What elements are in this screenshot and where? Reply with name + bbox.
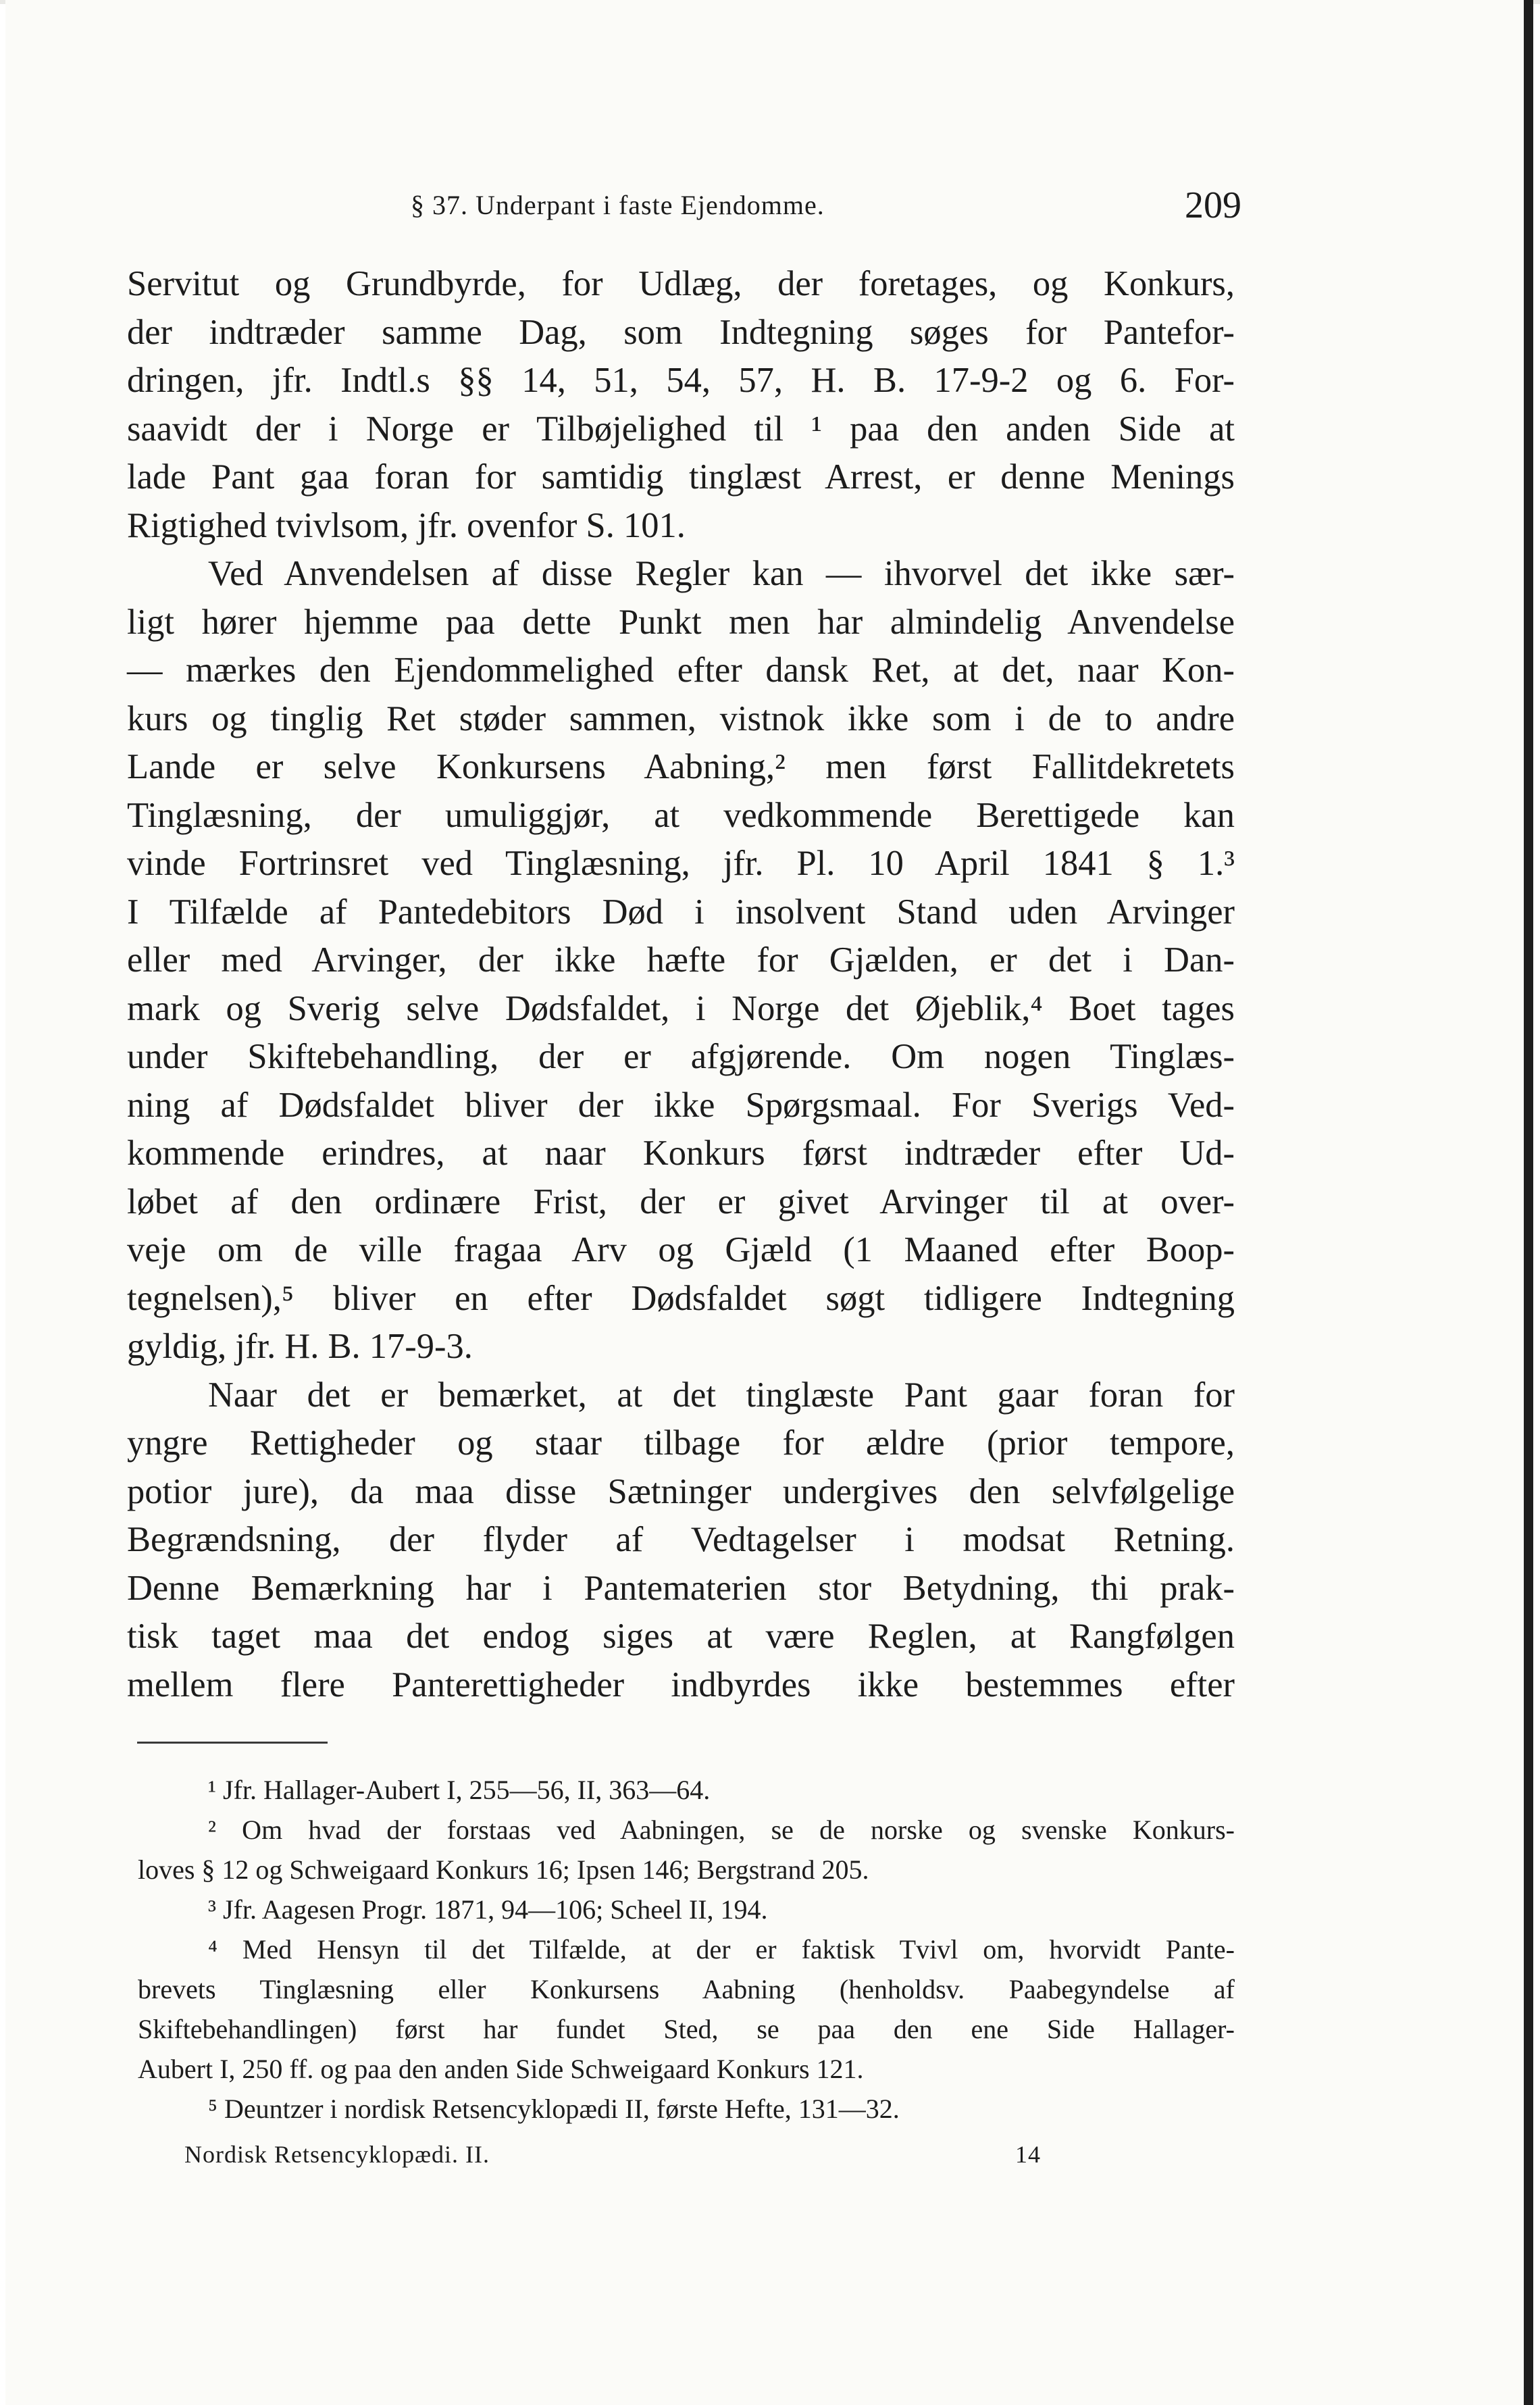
footnote-line: Skiftebehandlingen) først har fundet Sted, se paa den ene Side Hallager- xyxy=(138,2014,1235,2044)
text-line: lade Pant gaa foran for samtidig tinglæst Arrest, er denne Menings xyxy=(127,457,1235,497)
footnote-line: ¹ Jfr. Hallager-Aubert I, 255—56, II, 363—64. xyxy=(208,1775,711,1805)
text-line: ning af Dødsfaldet bliver der ikke Spørgsmaal. For Sverigs Ved- xyxy=(127,1085,1235,1125)
footnote-line: Aubert I, 250 ff. og paa den anden Side Schweigaard Konkurs 121. xyxy=(138,2054,864,2084)
text-line: Denne Bemærkning har i Pantematerien stor Betydning, thi prak- xyxy=(127,1568,1235,1608)
text-line: Begrændsning, der flyder af Vedtagelser i modsat Retning. xyxy=(127,1520,1235,1559)
footnote-line: ⁵ Deuntzer i nordisk Retsencyklopædi II, første Hefte, 131—32. xyxy=(208,2094,900,2124)
footnote-line: ² Om hvad der forstaas ved Aabningen, se de norske og svenske Konkurs- xyxy=(208,1815,1235,1845)
footnote-rule xyxy=(137,1742,328,1744)
text-line: Servitut og Grundbyrde, for Udlæg, der foretages, og Konkurs, xyxy=(127,264,1235,303)
text-line: kurs og tinglig Ret støder sammen, vistnok ikke som i de to andre xyxy=(127,699,1235,738)
page-footer xyxy=(184,2140,1049,2174)
signature-mark: 14 xyxy=(1015,2141,1041,2168)
text-line: — mærkes den Ejendommelighed efter dansk Ret, at det, naar Kon- xyxy=(127,651,1235,690)
text-line: gyldig, jfr. H. B. 17-9-3. xyxy=(127,1327,473,1366)
main-text xyxy=(127,260,1235,1709)
footnotes xyxy=(138,1770,1235,2129)
text-line: ligt hører hjemme paa dette Punkt men har almindelig Anvendelse xyxy=(127,602,1235,642)
text-line: Tinglæsning, der umuliggjør, at vedkommende Berettigede kan xyxy=(127,795,1235,835)
text-line: Ved Anvendelsen af disse Regler kan — ihvorvel det ikke sær- xyxy=(208,554,1235,593)
footnote-line: ³ Jfr. Aagesen Progr. 1871, 94—106; Scheel II, 194. xyxy=(208,1894,768,1925)
footnote-line: loves § 12 og Schweigaard Konkurs 16; Ipsen 146; Bergstrand 205. xyxy=(138,1854,869,1885)
footnote-line: brevets Tinglæsning eller Konkursens Aabning (henholdsv. Paabegyndelse af xyxy=(138,1974,1235,2004)
footnote-line: ⁴ Med Hensyn til det Tilfælde, at der er faktisk Tvivl om, hvorvidt Pante- xyxy=(208,1934,1235,1965)
text-line: Naar det er bemærket, at det tinglæste Pant gaar foran for xyxy=(208,1375,1235,1415)
section-heading: § 37. Underpant i faste Ejendomme. xyxy=(411,190,825,220)
text-line: Rigtighed tvivlsom, jfr. ovenfor S. 101. xyxy=(127,505,686,545)
text-line: Lande er selve Konkursens Aabning,² men først Fallitdekretets xyxy=(127,747,1235,786)
page-number: 209 xyxy=(1185,184,1241,226)
text-line: mark og Sverig selve Dødsfaldet, i Norge det Øjeblik,⁴ Boet tages xyxy=(127,988,1235,1028)
text-line: der indtræder samme Dag, som Indtegning søges for Pantefor- xyxy=(127,312,1235,352)
text-line: I Tilfælde af Pantedebitors Død i insolvent Stand uden Arvinger xyxy=(127,892,1235,932)
text-line: løbet af den ordinære Frist, der er givet Arvinger til at over- xyxy=(127,1182,1235,1221)
text-line: tisk taget maa det endog siges at være Reglen, at Rangfølgen xyxy=(127,1617,1235,1656)
running-header xyxy=(411,184,1241,231)
text-line: vinde Fortrinsret ved Tinglæsning, jfr. Pl. 10 April 1841 § 1.³ xyxy=(127,844,1235,883)
text-line: dringen, jfr. Indtl.s §§ 14, 51, 54, 57, H. B. 17-9-2 og 6. For- xyxy=(127,361,1235,400)
text-line: mellem flere Panterettigheder indbyrdes ikke bestemmes efter xyxy=(127,1665,1235,1704)
text-line: eller med Arvinger, der ikke hæfte for Gjælden, er det i Dan- xyxy=(127,940,1235,980)
text-line: kommende erindres, at naar Konkurs først indtræder efter Ud- xyxy=(127,1134,1235,1173)
text-line: veje om de ville fragaa Arv og Gjæld (1 Maaned efter Boop- xyxy=(127,1230,1235,1269)
text-line: saavidt der i Norge er Tilbøjelighed til ¹ paa den anden Side at xyxy=(127,409,1235,449)
text-line: yngre Rettigheder og staar tilbage for ældre (prior tempore, xyxy=(127,1423,1235,1463)
footer-source: Nordisk Retsencyklopædi. II. xyxy=(184,2141,490,2168)
text-line: potior jure), da maa disse Sætninger undergives den selvfølgelige xyxy=(127,1471,1235,1511)
book-page xyxy=(5,0,1533,2405)
text-line: tegnelsen),⁵ bliver en efter Dødsfaldet søgt tidligere Indtegning xyxy=(127,1278,1235,1318)
text-line: under Skiftebehandling, der er afgjørende. Om nogen Tinglæs- xyxy=(127,1037,1235,1076)
